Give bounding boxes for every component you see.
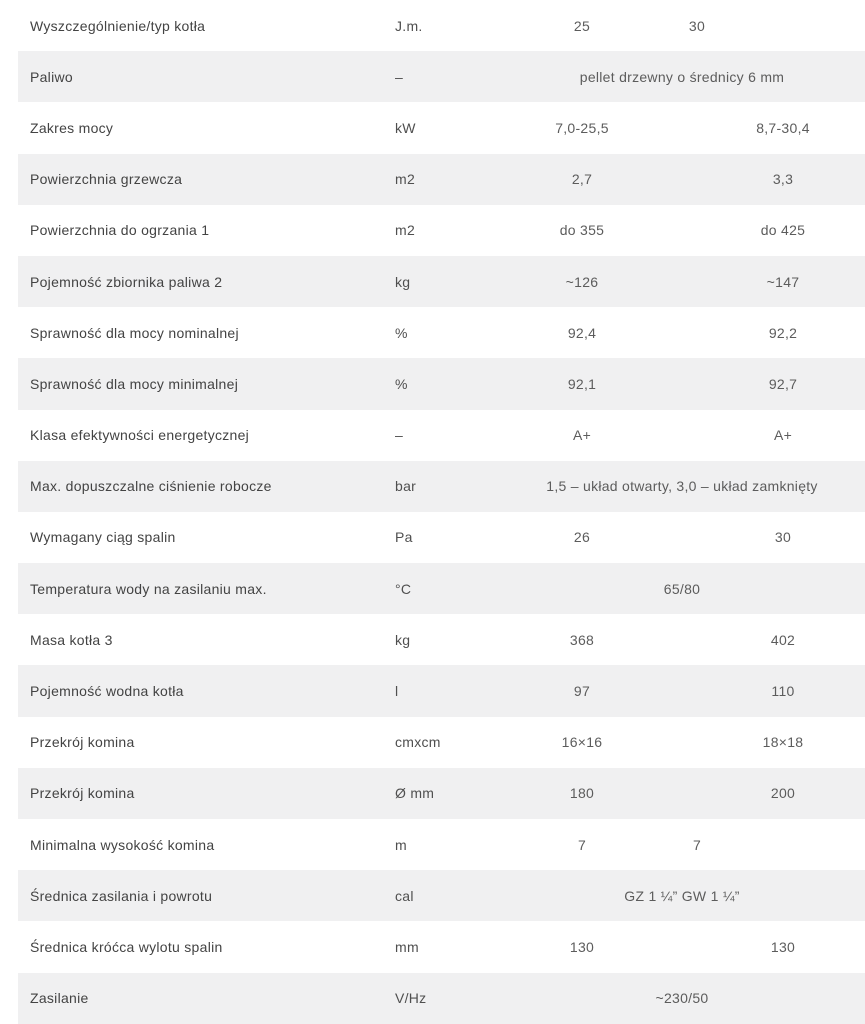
table-row	[18, 614, 865, 665]
row-unit: J.m.	[395, 17, 423, 34]
table-row	[18, 256, 865, 307]
row-unit: m2	[395, 222, 416, 239]
row-label: Temperatura wody na zasilaniu max.	[30, 580, 267, 597]
row-value-1: 368	[569, 631, 595, 648]
row-value-2: 18×18	[762, 734, 804, 751]
row-unit: Ø mm	[395, 785, 435, 802]
row-value-2: ~147	[766, 273, 800, 290]
row-unit: cmxcm	[395, 734, 441, 751]
row-label: Minimalna wysokość komina	[30, 836, 215, 853]
row-unit: V/Hz	[395, 990, 427, 1007]
row-value-2: 7	[692, 836, 702, 853]
table-row	[18, 461, 865, 512]
table-row	[18, 768, 865, 819]
table-row	[18, 973, 865, 1024]
row-value-2: 92,7	[768, 375, 798, 392]
row-value-2: 3,3	[772, 171, 794, 188]
table-row	[18, 819, 865, 870]
row-label: Wyszczególnienie/typ kotła	[30, 17, 206, 34]
row-unit: kW	[395, 119, 416, 136]
table-header-row	[18, 0, 865, 51]
row-label: Pojemność zbiornika paliwa 2	[30, 273, 223, 290]
row-label: Sprawność dla mocy minimalnej	[30, 375, 239, 392]
row-unit: l	[395, 683, 399, 700]
table-row	[18, 870, 865, 921]
row-label: Pojemność wodna kotła	[30, 683, 184, 700]
row-value-2: 30	[774, 529, 792, 546]
row-label: Zasilanie	[30, 990, 89, 1007]
row-value-2: A+	[773, 427, 793, 444]
row-unit: %	[395, 324, 408, 341]
table-row	[18, 102, 865, 153]
row-label: Średnica zasilania i powrotu	[30, 887, 213, 904]
row-value-1: ~126	[565, 273, 599, 290]
row-unit: °C	[395, 580, 412, 597]
row-label: Max. dopuszczalne ciśnienie robocze	[30, 478, 272, 495]
row-label: Masa kotła 3	[30, 631, 113, 648]
row-value-2: do 425	[760, 222, 806, 239]
row-value-1: 97	[573, 683, 591, 700]
row-unit: Pa	[395, 529, 413, 546]
row-unit: cal	[395, 887, 414, 904]
row-value-2: 200	[770, 785, 796, 802]
row-unit: mm	[395, 938, 419, 955]
row-label: Przekrój komina	[30, 785, 135, 802]
row-unit: kg	[395, 273, 411, 290]
table-row	[18, 921, 865, 972]
row-value-span: GZ 1 ¼” GW 1 ¼”	[624, 887, 740, 904]
row-value-2: 110	[771, 683, 795, 700]
row-value-2: 8,7-30,4	[756, 119, 810, 136]
row-unit: bar	[395, 478, 417, 495]
row-value-1: 92,1	[567, 375, 597, 392]
row-value-span: ~230/50	[655, 990, 709, 1007]
row-value-1: 26	[573, 529, 591, 546]
row-value-2: 402	[770, 631, 796, 648]
row-value-span: 65/80	[663, 580, 701, 597]
table-row	[18, 563, 865, 614]
row-label: Zakres mocy	[30, 119, 114, 136]
table-row	[18, 205, 865, 256]
row-value-1: 92,4	[567, 324, 597, 341]
row-unit: %	[395, 375, 408, 392]
row-unit: kg	[395, 631, 411, 648]
table-row	[18, 51, 865, 102]
row-unit: m2	[395, 171, 416, 188]
table-row	[18, 154, 865, 205]
row-value-2: 92,2	[768, 324, 798, 341]
row-label: Sprawność dla mocy nominalnej	[30, 324, 239, 341]
row-value-1: 7,0-25,5	[555, 119, 609, 136]
row-label: Powierzchnia do ogrzania 1	[30, 222, 210, 239]
row-label: Wymagany ciąg spalin	[30, 529, 176, 546]
row-value-span: 1,5 – układ otwarty, 3,0 – układ zamknięty	[546, 478, 818, 495]
row-label: Powierzchnia grzewcza	[30, 171, 183, 188]
table-row	[18, 717, 865, 768]
row-value-span: pellet drzewny o średnicy 6 mm	[579, 68, 785, 85]
row-label: Przekrój komina	[30, 734, 135, 751]
row-unit: –	[395, 427, 404, 444]
row-value-1: 180	[569, 785, 595, 802]
row-label: Średnica króćca wylotu spalin	[30, 938, 223, 955]
row-unit: m	[395, 836, 407, 853]
row-value-2: 30	[688, 17, 706, 34]
row-unit: –	[395, 68, 404, 85]
row-value-1: A+	[572, 427, 592, 444]
table-row	[18, 512, 865, 563]
row-value-1: 25	[573, 17, 591, 34]
table-row	[18, 307, 865, 358]
row-label: Paliwo	[30, 68, 73, 85]
table-row	[18, 665, 865, 716]
row-value-1: 7	[577, 836, 587, 853]
row-value-1: do 355	[559, 222, 605, 239]
table-row	[18, 410, 865, 461]
row-value-1: 130	[569, 938, 595, 955]
table-row	[18, 358, 865, 409]
row-label: Klasa efektywności energetycznej	[30, 427, 250, 444]
row-value-1: 16×16	[561, 734, 603, 751]
row-value-1: 2,7	[571, 171, 593, 188]
row-value-2: 130	[770, 938, 796, 955]
